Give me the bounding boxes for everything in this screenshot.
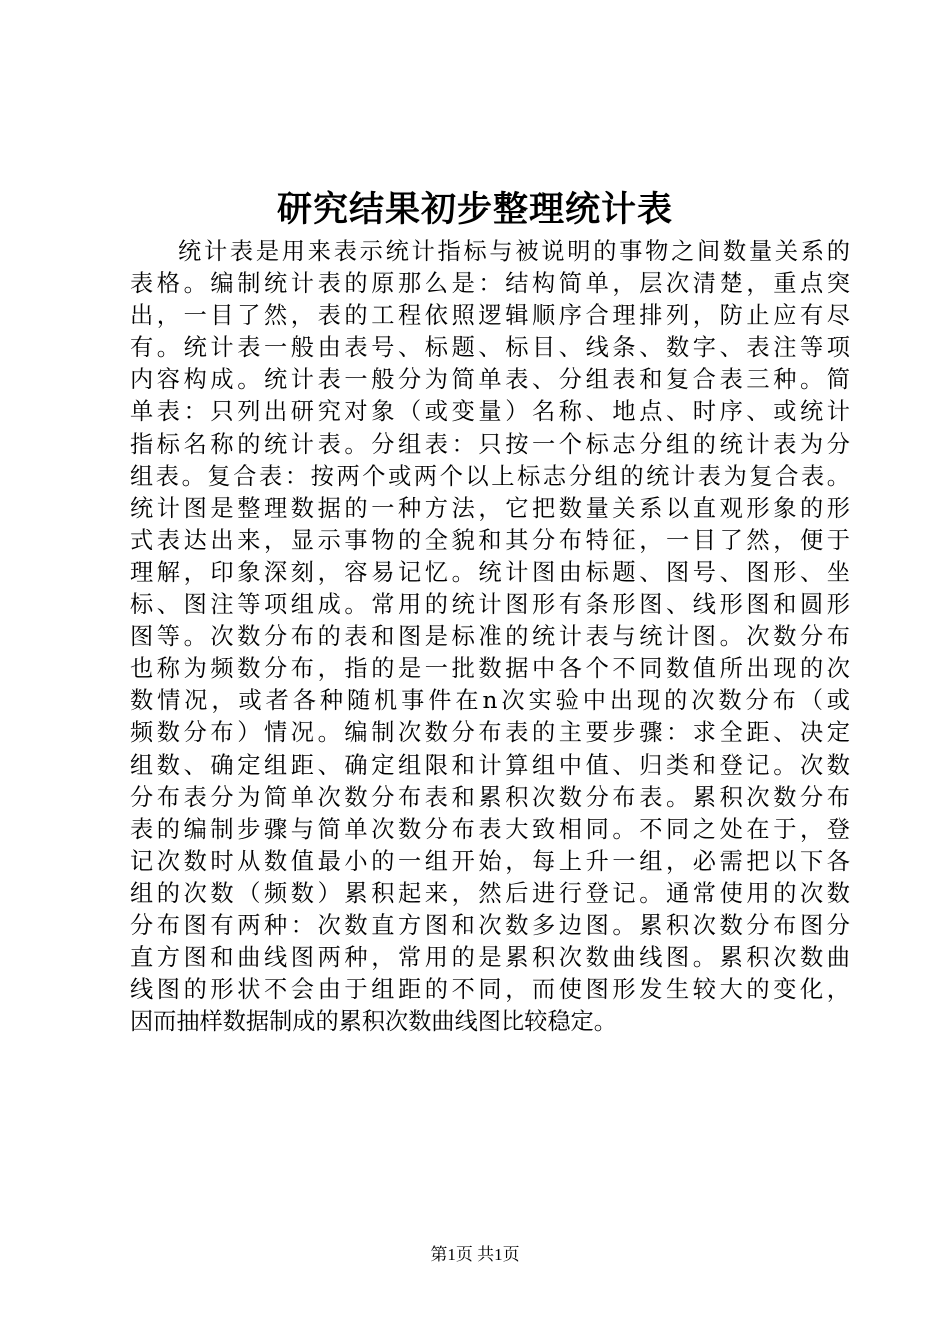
body-line: 出，一目了然，表的工程依照逻辑顺序合理排列，防止应有尽 [130,302,850,330]
body-line: 也称为频数分布，指的是一批数据中各个不同数值所出现的次 [130,655,850,683]
body-line: 有。统计表一般由表号、标题、标目、线条、数字、表注等项 [130,334,850,362]
body-line: 统计图是整理数据的一种方法，它把数量关系以直观形象的形 [130,494,850,522]
document-title: 研究结果初步整理统计表 [276,189,673,230]
body-line: 因而抽样数据制成的累积次数曲线图比较稳定。 [130,1008,617,1036]
body-line: 表的编制步骤与简单次数分布表大致相同。不同之处在于，登 [130,815,850,843]
body-line: 分布图有两种：次数直方图和次数多边图。累积次数分布图分 [130,911,850,939]
body-line: 图等。次数分布的表和图是标准的统计表与统计图。次数分布 [130,623,850,651]
body-line: 标、图注等项组成。常用的统计图形有条形图、线形图和圆形 [130,591,850,619]
body-line: 直方图和曲线图两种，常用的是累积次数曲线图。累积次数曲 [130,944,850,972]
page-number-footer: 第1页 共1页 [430,1245,520,1264]
body-line: 线图的形状不会由于组距的不同，而使图形发生较大的变化， [130,976,850,1004]
body-line: 频数分布）情况。编制次数分布表的主要步骤：求全距、决定 [130,719,850,747]
body-line: 内容构成。统计表一般分为简单表、分组表和复合表三种。简 [130,366,850,394]
body-line: 式表达出来，显示事物的全貌和其分布特征，一目了然，便于 [130,526,850,554]
body-line: 分布表分为简单次数分布表和累积次数分布表。累积次数分布 [130,783,850,811]
body-line: 组数、确定组距、确定组限和计算组中值、归类和登记。次数 [130,751,850,779]
body-line: 表格。编制统计表的原那么是：结构简单，层次清楚，重点突 [130,270,850,298]
body-line: 单表：只列出研究对象（或变量）名称、地点、时序、或统计 [130,398,850,426]
body-line: 统计表是用来表示统计指标与被说明的事物之间数量关系的 [178,238,850,265]
body-line: 组表。复合表：按两个或两个以上标志分组的统计表为复合表。 [130,462,850,490]
body-line: 数情况，或者各种随机事件在n次实验中出现的次数分布（或 [130,687,850,715]
document-body [130,236,850,1038]
body-line: 指标名称的统计表。分组表：只按一个标志分组的统计表为分 [130,430,850,458]
body-line: 理解，印象深刻，容易记忆。统计图由标题、图号、图形、坐 [130,558,850,586]
body-line: 组的次数（频数）累积起来，然后进行登记。通常使用的次数 [130,879,850,907]
body-line: 记次数时从数值最小的一组开始，每上升一组，必需把以下各 [130,847,850,875]
